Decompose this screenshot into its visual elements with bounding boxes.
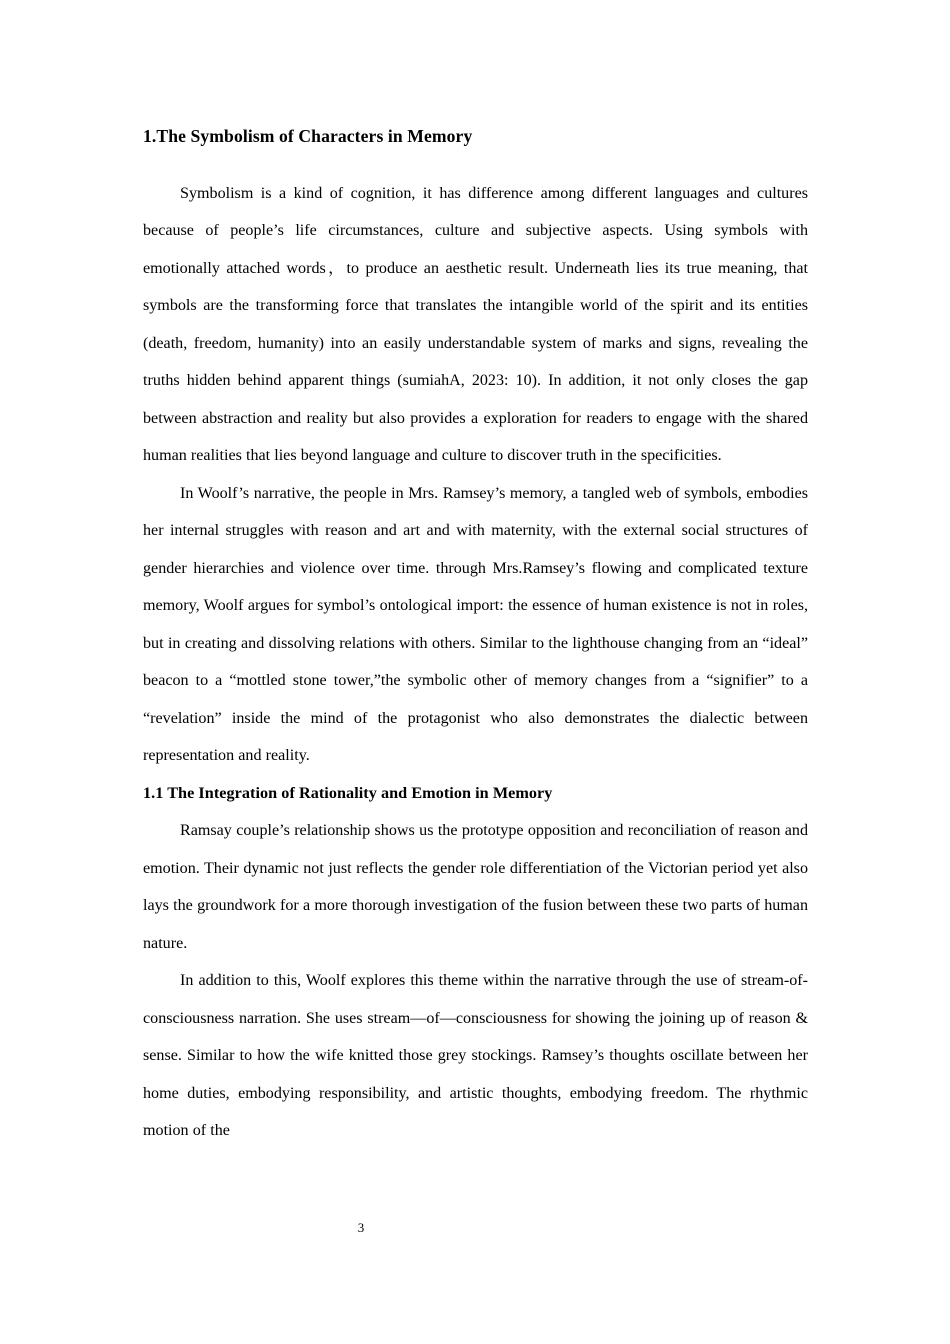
- paragraph-ramsay-couple: Ramsay couple’s relationship shows us the prototype opposition and reconciliation of reason and emotion. Their dynamic not just reflects the gender role differentiation of the Victorian period yet also lays the groundwork for a more thorough investigation of the fusion between these two parts of human nature.: [143, 822, 808, 952]
- paragraph-stream-of-consciousness: In addition to this, Woolf explores this theme within the narrative through the use of stream-of-consciousness narration. She uses stream—of—consciousness for showing the joining up of reason & sense. Similar to how the wife knitted those grey stockings. Ramsey’s thoughts oscillate between her home duties, embodying responsibility, and artistic thoughts, embodying freedom. The rhythmic motion of the: [143, 972, 808, 1139]
- section-heading-1: 1.The Symbolism of Characters in Memory: [143, 126, 473, 146]
- paragraph-woolf-narrative: In Woolf’s narrative, the people in Mrs. Ramsey’s memory, a tangled web of symbols, embodies her internal struggles with reason and art and with maternity, with the external social structures of gender hierarchies and violence over time. through Mrs.Ramsey’s flowing and complicated texture memory, Woolf argues for symbol’s ontological import: the essence of human existence is not in roles, but in creating and dissolving relations with others. Similar to the lighthouse changing from an “ideal” beacon to a “mottled stone tower,”the symbolic other of memory changes from a “signifier” to a “revelation” inside the mind of the protagonist who also demonstrates the dialectic between representation and reality.: [143, 484, 808, 764]
- paragraph-symbolism-definition: Symbolism is a kind of cognition, it has difference among different languages and cultures because of people’s life circumstances, culture and subjective aspects. Using symbols with emotionally attached words，to produce an aesthetic result. Underneath lies its true meaning, that symbols are the transforming force that translates the intangible world of the spirit and its entities (death, freedom, humanity) into an easily understandable system of marks and signs, revealing the truths hidden behind apparent things (sumiahA, 2023: 10). In addition, it not only closes the gap between abstraction and reality but also provides a exploration for readers to engage with the shared human realities that lies beyond language and culture to discover truth in the specificities.: [143, 184, 808, 464]
- page-number: 3: [357, 1220, 365, 1235]
- document-content: [143, 118, 808, 1150]
- section-heading-1-1: 1.1 The Integration of Rationality and Emotion in Memory: [143, 783, 553, 802]
